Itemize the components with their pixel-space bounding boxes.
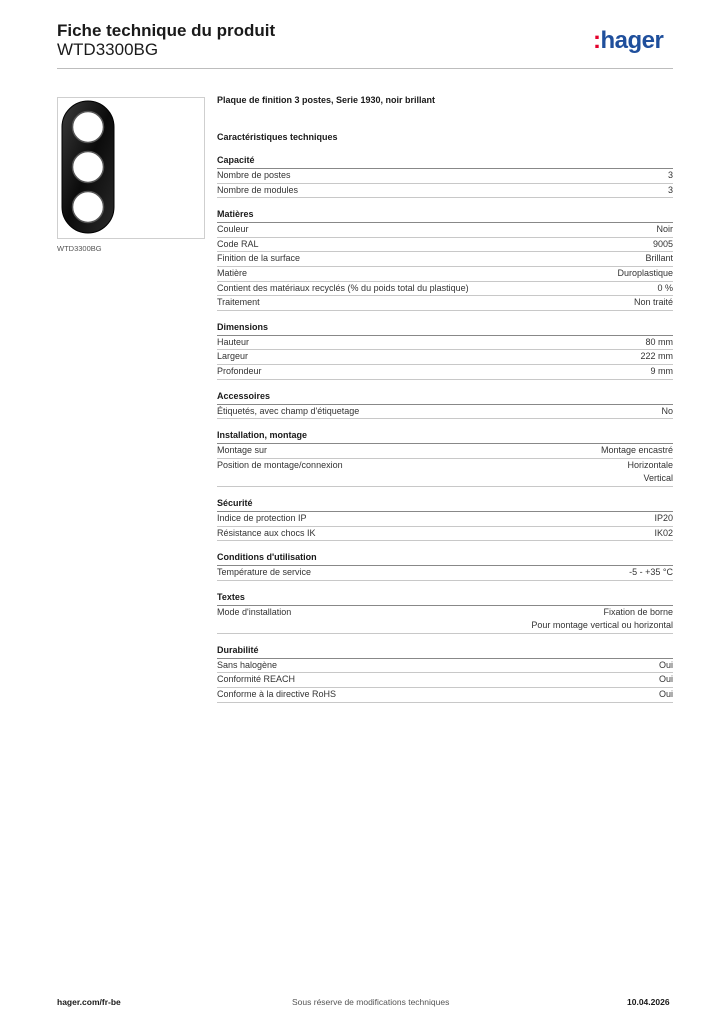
header-divider (57, 68, 673, 69)
spec-label: Largeur (217, 351, 249, 362)
spec-value: 9005 (652, 238, 673, 249)
spec-row (217, 444, 673, 459)
spec-row (217, 688, 673, 703)
spec-section (217, 320, 673, 380)
spec-label: Position de montage/connexion (217, 459, 343, 470)
spec-row (217, 296, 673, 311)
product-description: Plaque de finition 3 postes, Serie 1930, noir brillant (217, 95, 436, 105)
spec-label: Résistance aux chocs IK (217, 527, 316, 538)
spec-row (217, 512, 673, 527)
spec-label: Finition de la surface (217, 253, 301, 264)
spec-label: Code RAL (217, 238, 259, 249)
spec-section (217, 153, 673, 198)
spec-row (217, 566, 673, 581)
spec-section (217, 550, 673, 581)
spec-label: Température de service (217, 567, 312, 578)
footer-date: 10.04.2026 (627, 997, 670, 1007)
section-title: Textes (217, 590, 673, 606)
spec-sections (217, 153, 673, 703)
section-title: Matières (217, 207, 673, 223)
spec-label: Nombre de postes (217, 170, 291, 180)
spec-value: Brillant (645, 253, 673, 264)
spec-label: Hauteur (217, 336, 250, 347)
spec-row (217, 223, 673, 238)
spec-value: No (661, 405, 673, 416)
faceplate-opening (73, 112, 104, 143)
spec-row (217, 606, 673, 634)
spec-label: Matière (217, 267, 248, 278)
spec-value: Oui (658, 659, 673, 670)
page-title: Fiche technique du produit (57, 21, 276, 40)
section-title: Installation, montage (217, 428, 673, 444)
spec-value: IK02 (654, 527, 673, 538)
spec-value: IP20 (654, 512, 673, 523)
spec-value: Montage encastré (600, 445, 673, 456)
characteristics-title: Caractéristiques techniques (217, 132, 338, 142)
spec-section (217, 207, 673, 311)
hager-logo (593, 28, 663, 54)
spec-label: Conforme à la directive RoHS (217, 689, 337, 700)
spec-row (217, 673, 673, 688)
spec-value: Horizontale Vertical (627, 459, 673, 484)
spec-label: Étiquetés, avec champ d'étiquetage (217, 405, 360, 416)
spec-row (217, 252, 673, 267)
spec-value: 3 (667, 184, 673, 195)
spec-row (217, 350, 673, 365)
spec-label: Traitement (217, 297, 260, 308)
section-title: Durabilité (217, 643, 673, 659)
spec-section (217, 496, 673, 541)
spec-label: Contient des matériaux recyclés (% du poids total du plastique) (217, 282, 469, 293)
spec-value: 9 mm (650, 365, 673, 376)
spec-content (217, 93, 673, 703)
logo-text: hager (600, 27, 664, 54)
faceplate-illustration (58, 98, 204, 238)
spec-value: 0 % (657, 282, 673, 293)
spec-label: Profondeur (217, 365, 262, 376)
spec-row (217, 405, 673, 420)
spec-row (217, 659, 673, 674)
spec-row (217, 527, 673, 542)
spec-section (217, 643, 673, 703)
spec-row (217, 336, 673, 351)
spec-value: 3 (667, 170, 673, 180)
spec-label: Mode d'installation (217, 606, 292, 617)
spec-row (217, 169, 673, 184)
spec-label: Montage sur (217, 445, 268, 456)
spec-value: -5 - +35 °C (629, 567, 673, 578)
spec-row (217, 184, 673, 199)
spec-row (217, 365, 673, 380)
spec-value: Duroplastique (617, 267, 673, 278)
spec-value: Non traité (633, 297, 673, 308)
spec-value: Oui (658, 674, 673, 685)
spec-section (217, 428, 673, 487)
spec-label: Sans halogène (217, 659, 278, 670)
footer-website: hager.com/fr-be (57, 997, 121, 1007)
logo-prefix: : (593, 27, 601, 54)
spec-value: Fixation de borne Pour montage vertical ou horizontal (531, 606, 673, 631)
spec-label: Couleur (217, 224, 249, 235)
image-caption: WTD3300BG (57, 244, 102, 253)
spec-value: Noir (656, 224, 673, 235)
section-title: Conditions d'utilisation (217, 550, 673, 566)
spec-section (217, 389, 673, 420)
section-title: Accessoires (217, 389, 673, 405)
spec-value: 80 mm (645, 336, 673, 347)
spec-label: Nombre de modules (217, 184, 299, 195)
spec-section (217, 590, 673, 634)
product-image (57, 97, 205, 239)
spec-row (217, 459, 673, 487)
section-title: Sécurité (217, 496, 673, 512)
product-code: WTD3300BG (57, 40, 159, 59)
section-title: Dimensions (217, 320, 673, 336)
footer-notice: Sous réserve de modifications techniques (292, 997, 450, 1007)
spec-value: 222 mm (640, 351, 673, 362)
spec-row (217, 282, 673, 297)
section-title: Capacité (217, 153, 673, 169)
spec-label: Indice de protection IP (217, 512, 307, 523)
spec-row (217, 267, 673, 282)
faceplate-opening (73, 152, 104, 183)
faceplate-opening (73, 192, 104, 223)
spec-row (217, 238, 673, 253)
spec-label: Conformité REACH (217, 674, 296, 685)
spec-value: Oui (658, 689, 673, 700)
